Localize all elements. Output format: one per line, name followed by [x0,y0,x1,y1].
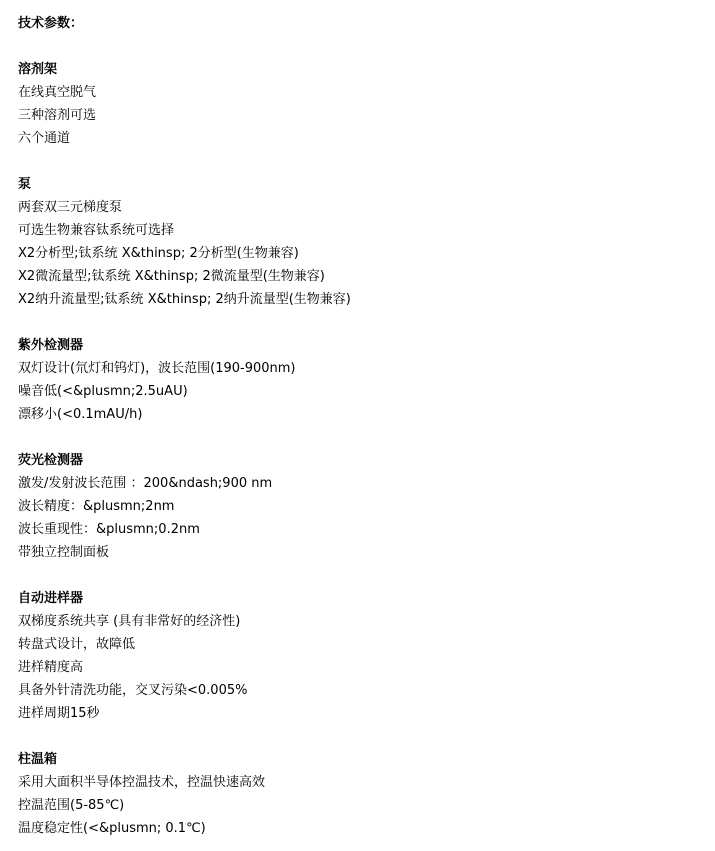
spec-line: 转盘式设计，故障低 [18,637,136,652]
spacer [18,35,708,58]
spec-document [18,12,708,840]
spec-line: 控温范围(5-85℃) [18,798,125,813]
spec-line: 进样精度高 [18,660,84,675]
section-heading-autosampler: 自动进样器 [18,591,84,606]
section-heading-fluorescence-detector: 荧光检测器 [18,453,84,468]
spec-line: 噪音低(<&plusmn;2.5uAU) [18,384,188,399]
section-heading-column-oven: 柱温箱 [18,752,58,767]
page-title: 技术参数： [18,16,84,31]
spec-line: 激发/发射波长范围 ：200&ndash;900 nm [18,476,273,491]
section-heading-pump: 泵 [18,177,32,192]
spec-line: X2分析型;钛系统 X&thinsp; 2分析型(生物兼容) [18,246,299,261]
spacer [18,564,708,587]
spec-line: 双灯设计(氘灯和钨灯)，波长范围(190-900nm) [18,361,296,376]
spec-line: 波长精度：&plusmn;2nm [18,499,175,514]
spec-line: 漂移小(<0.1mAU/h) [18,407,143,422]
spacer [18,426,708,449]
spec-line: 六个通道 [18,131,71,146]
spec-line: 进样周期15秒 [18,706,100,721]
spacer [18,150,708,173]
spec-line: 波长重现性：&plusmn;0.2nm [18,522,200,537]
spec-line: X2纳升流量型;钛系统 X&thinsp; 2纳升流量型(生物兼容) [18,292,351,307]
spec-line: 双梯度系统共享 (具有非常好的经济性) [18,614,241,629]
spacer [18,311,708,334]
spacer [18,725,708,748]
section-heading-uv-detector: 紫外检测器 [18,338,84,353]
spec-line: 具备外针清洗功能，交叉污染<0.005% [18,683,248,698]
spec-line: 两套双三元梯度泵 [18,200,123,215]
spec-line: 在线真空脱气 [18,85,97,100]
spec-line: 三种溶剂可选 [18,108,97,123]
section-heading-solvent-rack: 溶剂架 [18,62,58,77]
spec-line: 带独立控制面板 [18,545,110,560]
spec-line: 采用大面积半导体控温技术，控温快速高效 [18,775,266,790]
spec-line: 可选生物兼容钛系统可选择 [18,223,175,238]
spec-line: 温度稳定性(<&plusmn; 0.1℃) [18,821,206,836]
spec-line: X2微流量型;钛系统 X&thinsp; 2微流量型(生物兼容) [18,269,325,284]
